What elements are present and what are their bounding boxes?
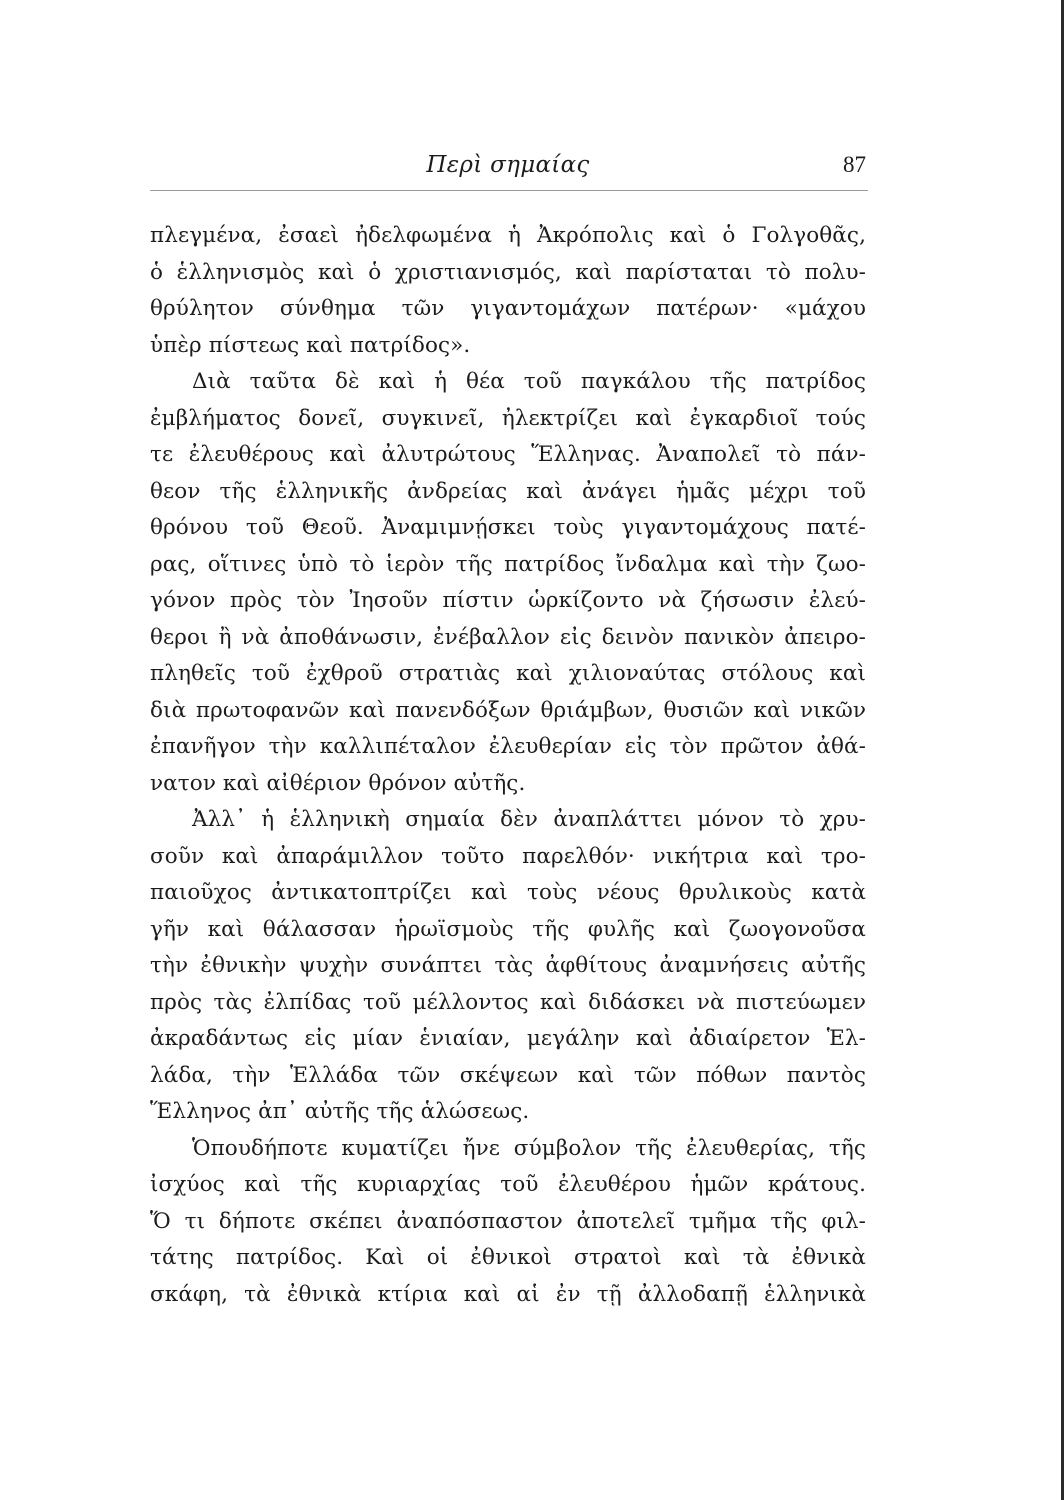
text-line: Ἀλλ᾽ ἡ ἑλληνικὴ σημαία δὲν ἀναπλάττει μόνον τὸ χρυ- [192,807,866,832]
text-line: ἐπανῆγον τὴν καλλιπέταλον ἐλευθερίαν εἰς τὸν πρῶτον ἀθά- [150,734,866,759]
text-line: ρας, οἵτινες ὑπὸ τὸ ἱερὸν τῆς πατρίδος ἴνδαλμα καὶ τὴν ζωο- [150,551,866,577]
text-line: ἐμβλήματος δονεῖ, συγκινεῖ, ἠλεκτρίζει καὶ ἐγκαρδιοῖ τούς [150,405,866,431]
text-line: ἀκραδάντως εἰς μίαν ἑνιαίαν, μεγάλην καὶ ἀδιαίρετον Ἑλ- [150,1026,866,1051]
text-line: θεροι ἢ νὰ ἀποθάνωσιν, ἐνέβαλλον εἰς δεινὸν πανικὸν ἀπειρο- [150,624,866,650]
text-line: σοῦν καὶ ἀπαράμιλλον τοῦτο παρελθόν· νικήτρια καὶ τρο- [150,843,866,869]
text-line: Ὁπουδήποτε κυματίζει ἤνε σύμβολον τῆς ἐλευθερίας, τῆς [192,1135,866,1161]
text-line: παιοῦχος ἀντικατοπτρίζει καὶ τοὺς νέους θρυλικοὺς κατὰ [150,880,866,905]
body-text [150,218,866,1313]
text-line: διὰ πρωτοφανῶν καὶ πανενδόξων θριάμβων, θυσιῶν καὶ νικῶν [150,697,866,723]
page-number: 87 [843,152,866,177]
text-line: τάτης πατρίδος. Καὶ οἱ ἐθνικοὶ στρατοὶ καὶ τὰ ἐθνικὰ [150,1245,866,1270]
text-line: Ἕλληνος ἀπ᾽ αὐτῆς τῆς ἁλώσεως. [150,1099,530,1124]
text-line: πρὸς τὰς ἐλπίδας τοῦ μέλλοντος καὶ διδάσκει νὰ πιστεύωμεν [150,989,866,1015]
text-line: νατον καὶ αἰθέριον θρόνον αὐτῆς. [150,770,526,796]
running-head [150,152,866,188]
running-title: Περὶ σημαίας [426,152,590,178]
text-line: γόνον πρὸς τὸν Ἰησοῦν πίστιν ὡρκίζοντο νὰ ζήσωσιν ἐλεύ- [150,588,866,613]
text-line: τὴν ἐθνικὴν ψυχὴν συνάπτει τὰς ἀφθίτους ἀναμνήσεις αὐτῆς [150,953,866,978]
text-line: γῆν καὶ θάλασσαν ἡρωϊσμοὺς τῆς φυλῆς καὶ ζωογονοῦσα [150,916,866,942]
text-line: ἰσχύος καὶ τῆς κυριαρχίας τοῦ ἐλευθέρου ἡμῶν κράτους. [150,1172,866,1197]
text-line: θρόνου τοῦ Θεοῦ. Ἀναμιμνῄσκει τοὺς γιγαντομάχους πατέ- [150,515,866,540]
text-line: Διὰ ταῦτα δὲ καὶ ἡ θέα τοῦ παγκάλου τῆς πατρίδος [192,369,866,394]
text-line: πληθεῖς τοῦ ἐχθροῦ στρατιὰς καὶ χιλιοναύτας στόλους καὶ [150,661,866,686]
header-rule [150,190,868,191]
text-line: τε ἐλευθέρους καὶ ἀλυτρώτους Ἕλληνας. Ἀναπολεῖ τὸ πάν- [150,442,866,467]
text-line: Ὅ τι δήποτε σκέπει ἀναπόσπαστον ἀποτελεῖ τμῆμα τῆς φιλ- [150,1208,866,1234]
text-line: ὑπὲρ πίστεως καὶ πατρίδος». [150,332,471,358]
text-line: σκάφη, τὰ ἐθνικὰ κτίρια καὶ αἱ ἐν τῇ ἀλλοδαπῇ ἑλληνικὰ [150,1281,866,1307]
text-line: πλεγμένα, ἐσαεὶ ἠδελφωμένα ἡ Ἀκρόπολις καὶ ὁ Γολγοθᾶς, [150,223,866,248]
text-line: λάδα, τὴν Ἑλλάδα τῶν σκέψεων καὶ τῶν πόθων παντὸς [150,1062,866,1088]
text-line: θεον τῆς ἑλληνικῆς ἀνδρείας καὶ ἀνάγει ἡμᾶς μέχρι τοῦ [150,478,866,504]
text-line: θρύλητον σύνθημα τῶν γιγαντομάχων πατέρων· «μάχου [150,296,866,321]
text-line: ὁ ἑλληνισμὸς καὶ ὁ χριστιανισμός, καὶ παρίσταται τὸ πολυ- [150,259,866,285]
